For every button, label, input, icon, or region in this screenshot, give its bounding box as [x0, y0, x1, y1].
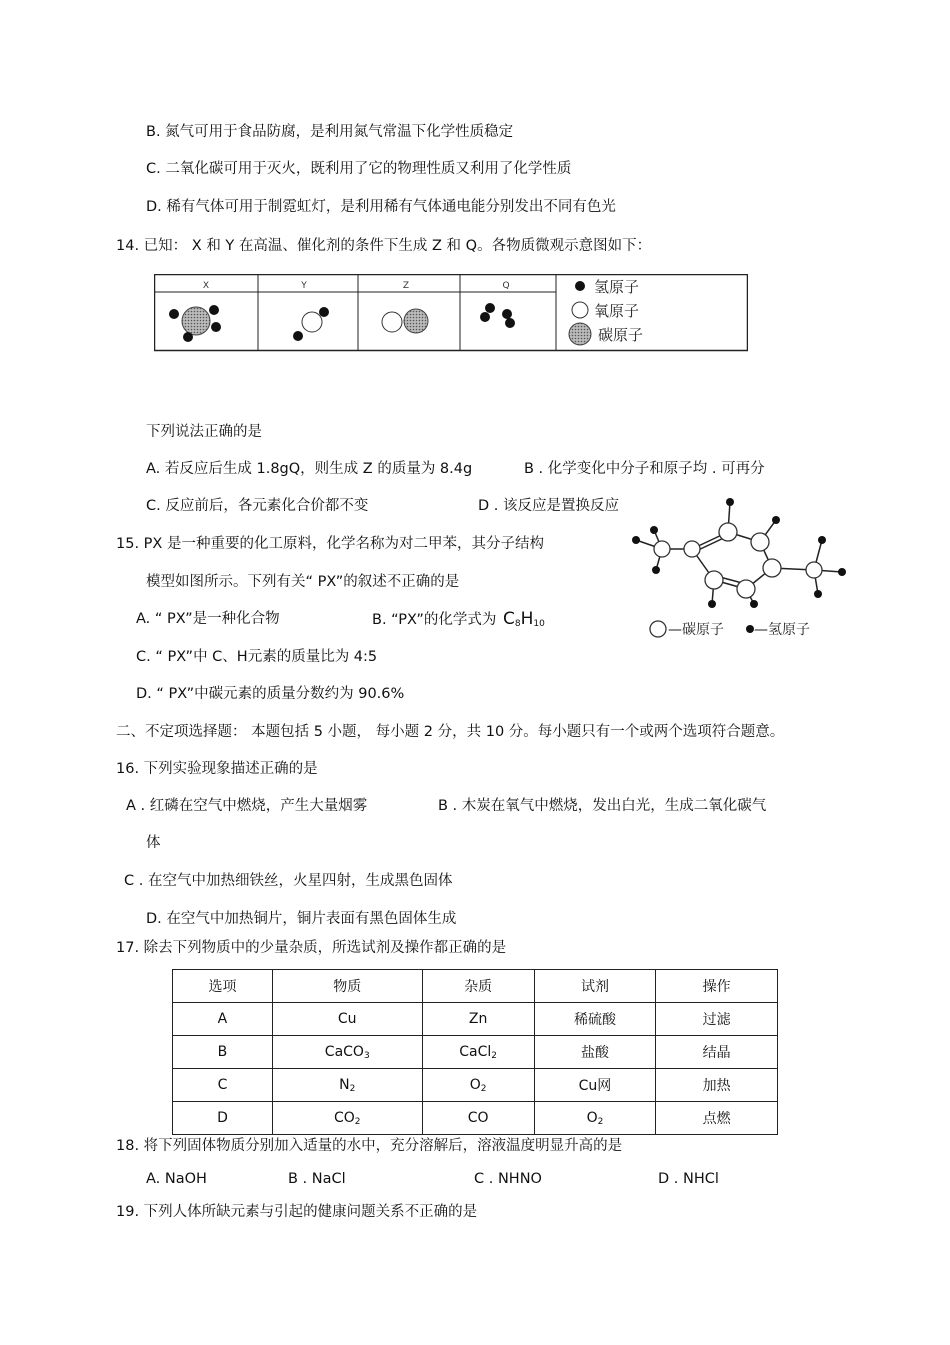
legend-hydrogen: 氢原子 [594, 278, 640, 296]
cell: 点燃 [656, 1102, 778, 1135]
label-q: Q [502, 281, 510, 291]
header-reagent: 试剂 [534, 970, 656, 1003]
cell: Cu [272, 1003, 422, 1036]
oxygen-legend-icon [572, 302, 588, 318]
q19-stem: 19. 下列人体所缺元素与引起的健康问题关系不正确的是 [116, 1204, 478, 1220]
q14-prompt: 下列说法正确的是 [146, 424, 262, 440]
px-legend-hydrogen: —氢原子 [754, 622, 810, 638]
molecule-x [169, 305, 221, 342]
header-impurity: 杂质 [422, 970, 534, 1003]
cell: 过滤 [656, 1003, 778, 1036]
label-x: X [202, 281, 210, 291]
legend-oxygen: 氧原子 [594, 302, 640, 320]
header-substance: 物质 [272, 970, 422, 1003]
table-row [173, 1102, 778, 1135]
q16-option-d: D. 在空气中加热铜片，铜片表面有黑色固体生成 [146, 911, 457, 927]
molecule-z [382, 309, 428, 333]
carbon-legend-icon [569, 323, 591, 345]
molecule-y [293, 307, 329, 341]
cell: 加热 [656, 1069, 778, 1102]
px-formula: $C_8H_{10}$ [502, 609, 545, 629]
cell: 盐酸 [534, 1036, 656, 1069]
cell: B [173, 1036, 273, 1069]
q13-option-b: B. 氮气可用于食品防腐，是利用氮气常温下化学性质稳定 [146, 124, 514, 140]
cell: C [173, 1069, 273, 1102]
label-y: Y [301, 281, 307, 291]
legend [569, 278, 643, 345]
q16-option-c: C . 在空气中加热细铁丝，火星四射，生成黑色固体 [124, 873, 453, 889]
q16-option-b: B . 木炭在氧气中燃烧，发出白光，生成二氧化碳气 [438, 798, 767, 814]
table-row [173, 1036, 778, 1069]
cell: $N_2$ [272, 1069, 422, 1102]
q17-stem: 17. 除去下列物质中的少量杂质，所选试剂及操作都正确的是 [116, 940, 507, 956]
cell: Zn [422, 1003, 534, 1036]
px-legend-carbon: —碳原子 [668, 622, 724, 638]
cell: $O_2$ [422, 1069, 534, 1102]
header-option: 选项 [173, 970, 273, 1003]
table-row [173, 1003, 778, 1036]
q15-stem-line1: 15. PX 是一种重要的化工原料，化学名称为对二甲苯，其分子结构 [116, 536, 544, 552]
legend-carbon: 碳原子 [598, 326, 644, 344]
cell: $O_2$ [534, 1102, 656, 1135]
hydrogen-atom-icon [746, 625, 754, 633]
q14-option-c: C. 反应前后，各元素化合价都不变 [146, 498, 369, 514]
q14-option-d: D . 该反应是置换反应 [478, 498, 619, 514]
cell: $CO_2$ [272, 1102, 422, 1135]
q15-option-d: D. “ PX”中碳元素的质量分数约为 90.6% [136, 686, 405, 702]
header-operation: 操作 [656, 970, 778, 1003]
q13-option-d: D. 稀有气体可用于制霓虹灯，是利用稀有气体通电能分别发出不同有色光 [146, 199, 616, 215]
q18-option-d: D . NHCl [658, 1171, 719, 1187]
q14-stem: 14. 已知： X 和 Y 在高温、催化剂的条件下生成 Z 和 Q。各物质微观示意图如下： [116, 238, 652, 254]
q14-option-a: A. 若反应后生成 1.8gQ，则生成 Z 的质量为 8.4g [146, 461, 473, 477]
table-header-row [173, 970, 778, 1003]
q15-option-b-text: B. “PX”的化学式为 [372, 612, 497, 628]
cell: 结晶 [656, 1036, 778, 1069]
cell: D [173, 1102, 273, 1135]
cell: Cu网 [534, 1069, 656, 1102]
cell: A [173, 1003, 273, 1036]
cell: CaCO$_3$ [272, 1036, 422, 1069]
q18-option-a: A. NaOH [146, 1171, 207, 1187]
q16-stem: 16. 下列实验现象描述正确的是 [116, 761, 318, 777]
q15-stem-line2: 模型如图所示。下列有关“ PX”的叙述不正确的是 [146, 574, 460, 590]
q16-option-a: A . 红磷在空气中燃烧，产生大量烟雾 [126, 798, 368, 814]
label-z: Z [402, 281, 410, 291]
cell: CO [422, 1102, 534, 1135]
q18-option-c: C . NHNO [474, 1171, 542, 1187]
q18-option-b: B . NaCl [288, 1171, 346, 1187]
px-molecule-model [628, 494, 850, 644]
q14-option-b: B . 化学变化中分子和原子均 . 可再分 [524, 461, 765, 477]
q15-option-a: A. “ PX”是一种化合物 [136, 611, 280, 627]
molecule-q [480, 303, 515, 328]
q15-option-c: C. “ PX”中 C、H元素的质量比为 4:5 [136, 649, 378, 665]
q13-option-c: C. 二氧化碳可用于灭火，既利用了它的物理性质又利用了化学性质 [146, 161, 572, 177]
impurity-removal-table [172, 969, 778, 1135]
q18-stem: 18. 将下列固体物质分别加入适量的水中，充分溶解后，溶液温度明显升高的是 [116, 1138, 623, 1154]
cell: CaCl$_2$ [422, 1036, 534, 1069]
hydrogen-legend-icon [575, 281, 585, 291]
carbon-atom-icon [650, 621, 666, 637]
q14-micro-diagram [154, 274, 748, 352]
table-row [173, 1069, 778, 1102]
cell: 稀硫酸 [534, 1003, 656, 1036]
q16-option-b-cont: 体 [146, 835, 161, 851]
section-2-heading: 二、不定项选择题： 本题包括 5 小题， 每小题 2 分，共 10 分。每小题只有一个或两个选项符合题意。 [116, 724, 785, 740]
q15-option-b [372, 609, 545, 634]
